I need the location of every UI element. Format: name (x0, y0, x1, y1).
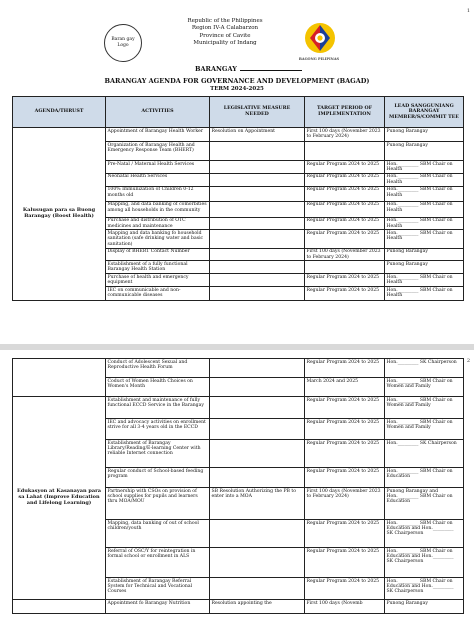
document-term: TERM 2024-2025 (210, 86, 264, 92)
lead-member-cell: Hon._________ SBM Chair on Health (385, 230, 464, 248)
page-number: 2 (466, 358, 470, 364)
target-period-cell: March 2024 and 2025 (305, 378, 385, 397)
target-period-cell: First 100 days (November 2023 to February 2024) (305, 248, 385, 261)
legislative-measure-cell (210, 201, 305, 217)
page-number: 1 (466, 8, 470, 14)
legislative-measure-cell (210, 274, 305, 287)
activity-cell: Coduct of Women Health Choices on Women's Month (106, 378, 210, 397)
letterhead-line: Republic of the Philippines (187, 18, 263, 24)
lead-member-cell: Hon._________ SBM Chair on Education and Hon._________ SK Chairperson (385, 520, 464, 548)
target-period-cell: Regular Program 2024 to 2025 (305, 287, 385, 301)
activity-cell: Mapping, and data banking of comorbities among all households in the community (106, 201, 210, 217)
legislative-measure-cell (210, 440, 305, 468)
lead-member-cell: Punong Barangay (385, 248, 464, 261)
target-period-cell: Regular Program 2024 to 2025 (305, 419, 385, 440)
activity-cell: Regular conduct of School-based feeding program (106, 468, 210, 488)
activity-cell: Establishment of Barangay Referral System for Technical and Vocational Courses (106, 578, 210, 600)
target-period-cell (305, 261, 385, 274)
target-period-cell: Regular Program 2024 to 2025 (305, 397, 385, 419)
legislative-measure-cell (210, 548, 305, 578)
target-period-cell: First 100 days (November 2023 to February 2024) (305, 128, 385, 142)
lead-member-cell: Punong Barangay and Hon._________ SBM Chair on Education (385, 488, 464, 520)
lead-member-cell: Hon._________ SBM Chair on Health (385, 274, 464, 287)
lead-member-cell: Hon._________ SK Chairperson (385, 440, 464, 468)
legislative-measure-cell (210, 578, 305, 600)
activity-cell: Conduct of Adolescent Sexual and Reproductive Health Forum (106, 359, 210, 378)
lead-member-cell: Punong Barangay (385, 142, 464, 161)
activity-cell: IEC and advocacy activities on enrollment strive for all 3-4 years old in the ECCD (106, 419, 210, 440)
lead-member-cell: Hon._________ SBM Chair on Education (385, 468, 464, 488)
agenda-table-continued (12, 358, 464, 614)
legislative-measure-cell (210, 261, 305, 274)
target-period-cell: Regular Program 2024 to 2025 (305, 186, 385, 201)
activity-cell: Purchase of health and emergency equipment (106, 274, 210, 287)
target-period-cell: Regular Program 2024 to 2025 (305, 230, 385, 248)
lead-member-cell: Hon._________ SBM Chair on Women and Family (385, 397, 464, 419)
table-row (13, 600, 464, 614)
lead-member-cell: Hon._________ SBM Chair on Health (385, 217, 464, 230)
legislative-measure-cell (210, 520, 305, 548)
target-period-cell: Regular Program 2024 to 2025 (305, 161, 385, 174)
activity-cell: IEC on communicable and non-communicable diseases (106, 287, 210, 301)
lead-member-cell: Hon._________ SBM Chair on Health (385, 161, 464, 174)
target-period-cell: Regular Program 2024 to 2025 (305, 548, 385, 578)
legislative-measure-cell (210, 173, 305, 186)
target-period-cell: Regular Program 2024 to 2025 (305, 520, 385, 548)
activity-cell: Establishment and maintenance of fully functional ECCD Service in the Barangay (106, 397, 210, 419)
legislative-measure-cell (210, 186, 305, 201)
column-header: LEGISLATIVE MEASURE NEEDED (210, 97, 305, 128)
legislative-measure-cell (210, 217, 305, 230)
page-2 (0, 344, 474, 632)
target-period-cell (305, 142, 385, 161)
target-period-cell: First 100 days (Novemb (305, 600, 385, 614)
column-header: LEAD SANGGUNIANG BARANGAY MEMBER/S/COMMIT TEE (385, 97, 464, 128)
activity-cell: Mapping, data banking of out of school children/youth (106, 520, 210, 548)
legislative-measure-cell: Resolution on Appointment (210, 128, 305, 142)
lead-member-cell: Hon._________ SBM Chair on Education and Hon._________ SK Chairperson (385, 548, 464, 578)
lead-member-cell: Hon._________ SK Chairperson (385, 359, 464, 378)
legislative-measure-cell (210, 468, 305, 488)
agenda-thrust-cell: Kalusugan para sa Buong Barangay (Boost Health) (13, 128, 106, 301)
letterhead-line: Province of Cavite (199, 32, 251, 39)
activity-cell: 100% Immunization of Children 0-12 months old (106, 186, 210, 201)
column-header: TARGET PERIOD OF IMPLEMENTATION (305, 97, 385, 128)
agenda-thrust-cell: Edukasyon at Kasanayan para sa Lahat (Improve Education and Lifelong Learning) (13, 397, 106, 600)
bagong-pilipinas-logo (303, 21, 337, 57)
barangay-label: BARANGAY (195, 65, 237, 73)
lead-member-cell: Punong Barangay (385, 600, 464, 614)
activity-cell: Pre-Natal / Maternal Health Services (106, 161, 210, 174)
lead-member-cell: Hon._________ SBM Chair on Health (385, 173, 464, 186)
activity-cell: Appointment of Barangay Health Worker (106, 128, 210, 142)
target-period-cell: Regular Program 2024 to 2025 (305, 217, 385, 230)
column-header: AGENDA/THRUST (13, 97, 106, 128)
letterhead-line: Region IV-A Calabarzon (191, 25, 259, 32)
lead-member-cell: Punong Barangay (385, 261, 464, 274)
barangay-logo-placeholder: Baran gay Logo (104, 24, 142, 62)
activity-cell: Display of BHERT Contact Number (106, 248, 210, 261)
legislative-measure-cell (210, 142, 305, 161)
target-period-cell: Regular Program 2024 to 2025 (305, 440, 385, 468)
legislative-measure-cell (210, 230, 305, 248)
legislative-measure-cell (210, 419, 305, 440)
target-period-cell: Regular Program 2024 to 2025 (305, 274, 385, 287)
legislative-measure-cell (210, 248, 305, 261)
column-header: ACTIVITIES (106, 97, 210, 128)
table-row (13, 397, 464, 419)
lead-member-cell: Hon._________ SBM Chair on Health (385, 287, 464, 301)
target-period-cell: Regular Program 2024 to 2025 (305, 468, 385, 488)
table-header-row (13, 97, 464, 128)
target-period-cell: Regular Program 2024 to 2025 (305, 359, 385, 378)
lead-member-cell: Hon._________ SBM Chair on Health (385, 186, 464, 201)
barangay-name-line (195, 65, 302, 73)
legislative-measure-cell (210, 397, 305, 419)
lead-member-cell: Hon._________ SBM Chair on Women and Family (385, 378, 464, 397)
agenda-thrust-cell-empty (13, 359, 106, 397)
table-row (13, 128, 464, 142)
legislative-measure-cell (210, 378, 305, 397)
legislative-measure-cell (210, 287, 305, 301)
legislative-measure-cell (210, 161, 305, 174)
agenda-table (12, 96, 464, 301)
activity-cell: Establishment of Barangay Library/Reading/E-learning Center with reliable Internet connection (106, 440, 210, 468)
letterhead (165, 18, 285, 48)
letterhead-line: Municipality of Indang (193, 40, 257, 47)
bagong-pilipinas-caption: BAGONG PILIPINAS (298, 57, 340, 61)
target-period-cell: First 100 days (November 2023 to February 2024) (305, 488, 385, 520)
lead-member-cell: Hon._________ SBM Chair on Women and Family (385, 419, 464, 440)
legislative-measure-cell (210, 359, 305, 378)
activity-cell: Mapping and data banking fo household sanitation (safe drinking water and basic sanitation) (106, 230, 210, 248)
agenda-thrust-cell-empty (13, 600, 106, 614)
lead-member-cell: Hon._________ SBM Chair on Education and Hon._________ SK Chairperson (385, 578, 464, 600)
lead-member-cell: Punong Barangay (385, 128, 464, 142)
activity-cell: Establishment of a fully functional Barangay Health Station (106, 261, 210, 274)
activity-cell: Neonatal Health Services (106, 173, 210, 186)
table-row (13, 359, 464, 378)
activity-cell: Partnership with CSOs on provision of school supplies for pupils and learners thru MOA/MOU (106, 488, 210, 520)
activity-cell: Purchase and distribution of OTC medicines and maintenance (106, 217, 210, 230)
activity-cell: Organization of Barangay Health and Emergency Response Team (BHERT) (106, 142, 210, 161)
activity-cell: Referral of OSC/Y for reintegration in formal school or enrollment in ALS (106, 548, 210, 578)
target-period-cell: Regular Program 2024 to 2025 (305, 173, 385, 186)
document-title: BARANGAY AGENDA FOR GOVERNANCE AND DEVELOPMENT (BAGAD) (104, 77, 370, 85)
target-period-cell: Regular Program 2024 to 2025 (305, 578, 385, 600)
legislative-measure-cell: SB Resolution Authorizing the PB to enter into a MOA (210, 488, 305, 520)
legislative-measure-cell: Resolution appointing the (210, 600, 305, 614)
lead-member-cell: Hon._________ SBM Chair on Health (385, 201, 464, 217)
activity-cell: Appointment fo Barangay Nutrition (106, 600, 210, 614)
target-period-cell: Regular Program 2024 to 2025 (305, 201, 385, 217)
barangay-name-blank (240, 70, 302, 71)
